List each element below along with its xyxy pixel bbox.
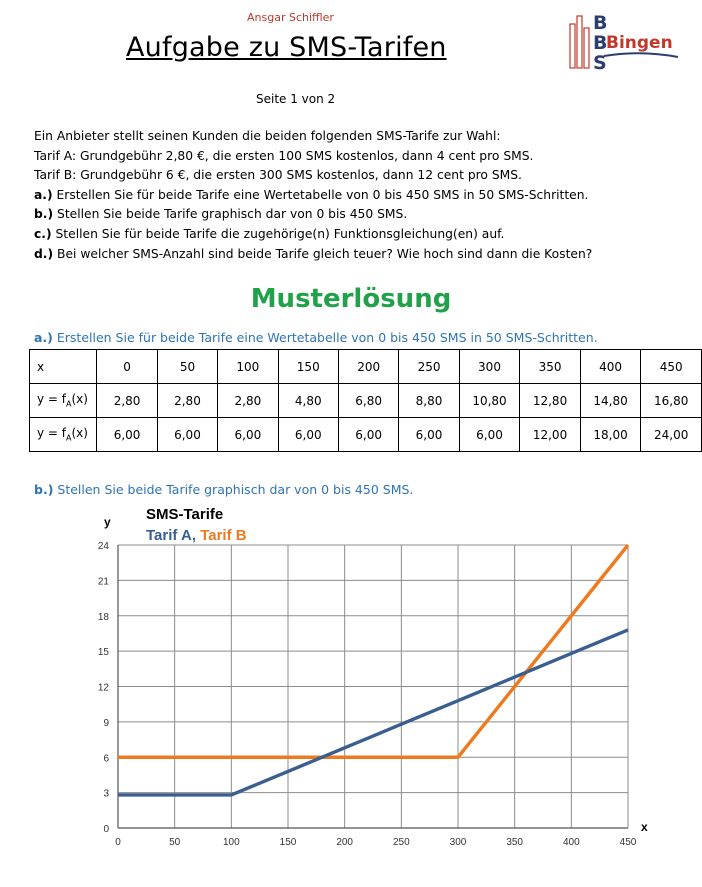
task-label: d.) (34, 246, 54, 261)
x-tick-label: 400 (562, 837, 580, 848)
table-cell: 2,80 (157, 384, 217, 418)
task-label: a.) (34, 187, 53, 202)
table-row (30, 350, 702, 384)
logo-bar (577, 16, 582, 68)
intro-line: Tarif B: Grundgebühr 6 €, die ersten 300 SMS kostenlos, dann 12 cent pro SMS. (34, 168, 522, 183)
logo-bar (584, 28, 589, 68)
row-label: $y = f_A(x)$ (30, 384, 97, 418)
logo-bar (570, 24, 575, 68)
table-cell: 450 (641, 350, 702, 384)
legend-separator: , (191, 527, 197, 544)
table-cell: 10,80 (459, 384, 520, 418)
y-tick-label: 12 (97, 682, 109, 694)
chart-grid (118, 545, 628, 828)
task-text: Stellen Sie beide Tarife graphisch dar von 0 bis 450 SMS. (53, 207, 408, 222)
x-tick-label: 50 (169, 837, 181, 848)
y-axis-label: y (104, 515, 111, 529)
page-number: Seite 1 von 2 (256, 92, 336, 106)
logo-letter-b2: B (593, 32, 608, 54)
table-cell: 12,80 (520, 384, 581, 418)
x-tick-label: 0 (115, 837, 121, 848)
table-cell: 350 (520, 350, 581, 384)
x-tick-label: 250 (392, 837, 410, 848)
table-cell: 0 (97, 350, 157, 384)
table-cell: 6,00 (459, 418, 520, 452)
table-cell: 6,00 (338, 418, 398, 452)
table-cell: 8,80 (399, 384, 459, 418)
logo-letter-b1: B (593, 12, 608, 34)
x-tick-label: 100 (222, 837, 240, 848)
intro-line: Tarif A: Grundgebühr 2,80 €, die ersten 100 SMS kostenlos, dann 4 cent pro SMS. (34, 148, 534, 163)
task-text: Erstellen Sie für beide Tarife eine Wertetabelle von 0 bis 450 SMS in 50 SMS-Schritten. (52, 330, 598, 345)
solution-heading: Musterlösung (250, 284, 452, 314)
task-label: b.) (34, 207, 54, 222)
logo-letter-s: S (593, 52, 607, 72)
task-text: Stellen Sie beide Tarife graphisch dar von 0 bis 450 SMS. (53, 482, 414, 497)
table-row (30, 384, 702, 418)
legend-tarif-a: Tarif A (146, 527, 192, 544)
task-label: a.) (34, 330, 53, 345)
x-tick-label: 350 (506, 837, 524, 848)
task-label: c.) (34, 226, 52, 241)
table-cell: 6,00 (157, 418, 217, 452)
table-row (30, 418, 702, 452)
task-description (34, 127, 684, 264)
task-label: b.) (34, 482, 54, 497)
chart-legend (146, 527, 247, 544)
table-cell: 6,00 (97, 418, 157, 452)
table-cell: 400 (580, 350, 641, 384)
y-tick-label: 3 (103, 788, 109, 800)
task-item (34, 205, 684, 225)
solution-task-a (34, 330, 598, 345)
task-text: Stellen Sie für beide Tarife die zugehörige(n) Funktionsgleichung(en) auf. (51, 226, 505, 241)
y-tick-label: 9 (103, 717, 109, 729)
y-tick-label: 24 (97, 541, 109, 552)
chart-title: SMS-Tarife (146, 506, 224, 523)
x-tick-label: 300 (449, 837, 467, 848)
page-title: Aufgabe zu SMS-Tarifen (126, 32, 447, 63)
y-tick-label: 21 (97, 576, 109, 588)
table-cell: 6,00 (399, 418, 459, 452)
task-item (34, 245, 684, 265)
table-cell: 6,80 (338, 384, 398, 418)
bbs-bingen-logo (566, 10, 682, 72)
x-axis-label: x (641, 820, 648, 834)
task-item (34, 225, 684, 245)
x-tick-label: 450 (619, 837, 637, 848)
logo-swoosh (604, 53, 678, 57)
row-label: $y = f_A(x)$ (30, 418, 97, 452)
table-cell: 6,00 (218, 418, 278, 452)
x-tick-label: 200 (336, 837, 354, 848)
solution-task-b (34, 482, 413, 497)
table-cell: 2,80 (97, 384, 157, 418)
table-cell: 24,00 (641, 418, 702, 452)
table-cell: 2,80 (218, 384, 278, 418)
table-cell: 16,80 (641, 384, 702, 418)
table-cell: 300 (459, 350, 520, 384)
table-cell: 14,80 (580, 384, 641, 418)
table-cell: 50 (157, 350, 217, 384)
x-tick-label: 150 (279, 837, 297, 848)
table-cell: 12,00 (520, 418, 581, 452)
row-label: x (30, 350, 97, 384)
table-cell: 100 (218, 350, 278, 384)
y-tick-label: 0 (103, 824, 109, 835)
table-cell: 200 (338, 350, 398, 384)
tariff-chart (92, 503, 652, 853)
author-name: Ansgar Schiffler (247, 11, 334, 24)
logo-word: Bingen (606, 33, 673, 53)
y-tick-label: 18 (97, 611, 109, 623)
task-item (34, 186, 684, 206)
chart-ticks (98, 541, 637, 848)
y-tick-label: 6 (103, 753, 109, 765)
table-cell: 18,00 (580, 418, 641, 452)
legend-tarif-b: Tarif B (200, 527, 247, 544)
value-table (29, 349, 702, 452)
series-line-tarif-a (118, 630, 628, 795)
table-cell: 4,80 (278, 384, 338, 418)
table-cell: 250 (399, 350, 459, 384)
table-cell: 150 (278, 350, 338, 384)
task-text: Erstellen Sie für beide Tarife eine Wertetabelle von 0 bis 450 SMS in 50 SMS-Schritten. (52, 187, 589, 202)
intro-line: Ein Anbieter stellt seinen Kunden die beiden folgenden SMS-Tarife zur Wahl: (34, 129, 501, 143)
table-cell: 6,00 (278, 418, 338, 452)
task-text: Bei welcher SMS-Anzahl sind beide Tarife gleich teuer? Wie hoch sind dann die Kosten? (53, 246, 593, 261)
y-tick-label: 15 (97, 647, 109, 659)
